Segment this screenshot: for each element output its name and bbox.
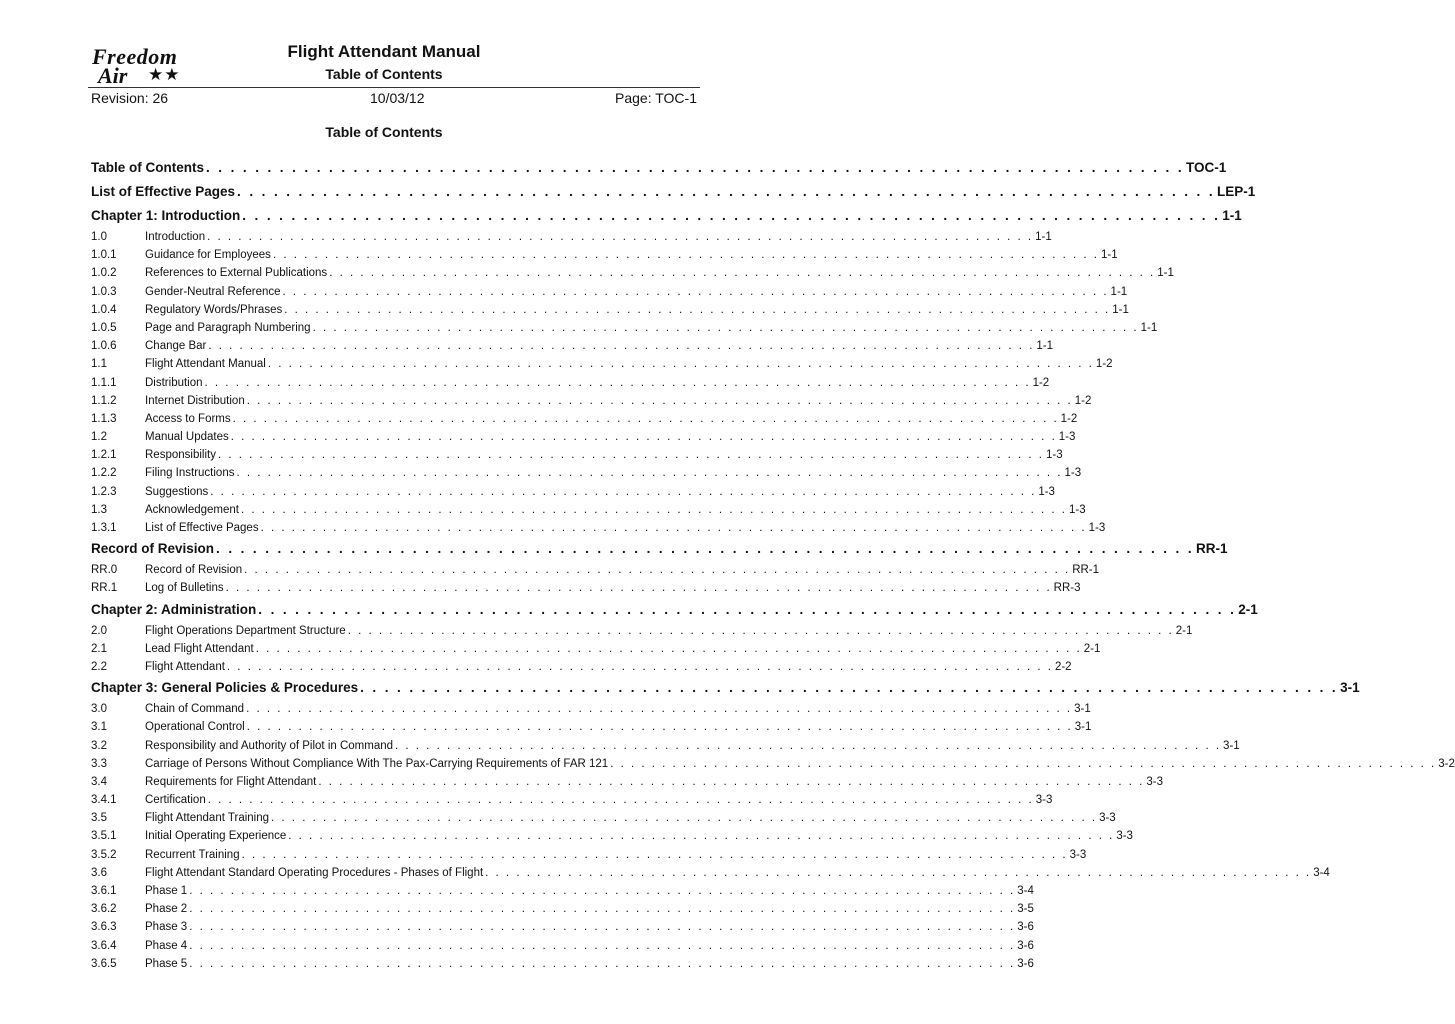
toc-entry-title: Change Bar <box>145 340 207 353</box>
toc-entry-page: 3-1 <box>1074 721 1092 734</box>
toc-entry-page: 3-5 <box>1017 903 1034 916</box>
dot-leader: . . . . . . . . . . . . . . . . . . . . . . . . . . . . . . . . . . . . . . . . . . . . . . . . . . . . . . . . . . . . . . . . . . . . . . . . . . . . . . . . <box>225 582 1052 595</box>
toc-entry-title: Phase 4 <box>145 939 188 952</box>
toc-entry-number: 3.5.2 <box>91 848 117 861</box>
dot-leader: . . . . . . . . . . . . . . . . . . . . . . . . . . . . . . . . . . . . . . . . . . . . . . . . . . . . . . . . . . . . . . . . . . . . . . . . . . . . . . . . <box>237 184 1216 199</box>
toc-entry-title: Recurrent Training <box>145 848 240 861</box>
toc-entry-number: 1.2.2 <box>91 467 117 480</box>
toc-entry[interactable] <box>91 718 1092 736</box>
toc-entry-page: 1-2 <box>1060 412 1078 425</box>
toc-entry-number: RR.0 <box>91 564 118 577</box>
toc-entry-page: 1-3 <box>1069 503 1086 516</box>
toc-entry[interactable] <box>91 882 1034 900</box>
toc-entry-title: Record of Revision <box>145 564 243 577</box>
toc-heading: Table of Contents <box>325 124 443 140</box>
toc-entry-page: 3-1 <box>1074 703 1091 716</box>
toc-entry-number: 3.6 <box>91 866 107 879</box>
toc-entry-number: 1.2.1 <box>91 449 117 462</box>
toc-entry-page: 3-2 <box>1438 757 1455 770</box>
dot-leader: . . . . . . . . . . . . . . . . . . . . . . . . . . . . . . . . . . . . . . . . . . . . . . . . . . . . . . . . . . . . . . . . . . . . . . . . . . . . . . . . <box>347 624 1174 637</box>
toc-entry-number: 3.5 <box>91 812 107 825</box>
toc-entry-number: 3.6.3 <box>91 921 117 934</box>
toc-entry-title: Flight Operations Department Structure <box>145 624 346 637</box>
toc-entry-page: 3-4 <box>1017 885 1034 897</box>
dot-leader: . . . . . . . . . . . . . . . . . . . . . . . . . . . . . . . . . . . . . . . . . . . . . . . . . . . . . . . . . . . . . . . . . . . . . . . . . . . . . . . . <box>216 541 1194 557</box>
toc-entry-title: Guidance for Employees <box>145 249 271 262</box>
toc-entry-page: 1-1 <box>1100 249 1118 262</box>
toc-entry-page: 1-3 <box>1064 467 1082 480</box>
toc-entry-page: 1-3 <box>1045 449 1063 462</box>
toc-entry-page: 2-1 <box>1083 642 1101 655</box>
toc-entry-title: Table of Contents <box>91 160 204 175</box>
toc-entry-title: Access to Forms <box>145 412 231 425</box>
toc-entry-title: Suggestions <box>145 485 209 498</box>
toc-entry[interactable] <box>91 464 1082 482</box>
toc-entry-title: Phase 5 <box>145 957 188 970</box>
toc-entry-number: 3.2 <box>91 739 107 752</box>
toc-entry-page: 2-1 <box>1238 601 1258 617</box>
toc-entry-title: Flight Attendant <box>145 660 225 673</box>
dot-leader: . . . . . . . . . . . . . . . . . . . . . . . . . . . . . . . . . . . . . . . . . . . . . . . . . . . . . . . . . . . . . . . . . . . . . . . . . . . . . . . . <box>329 267 1156 280</box>
dot-leader: . . . . . . . . . . . . . . . . . . . . . . . . . . . . . . . . . . . . . . . . . . . . . . . . . . . . . . . . . . . . . . . . . . . . . . . . . . . . . . . . <box>610 757 1437 770</box>
dot-leader: . . . . . . . . . . . . . . . . . . . . . . . . . . . . . . . . . . . . . . . . . . . . . . . . . . . . . . . . . . . . . . . . . . . . . . . . . . . . . . . . <box>284 303 1111 316</box>
toc-entry-page: 1-3 <box>1088 522 1106 534</box>
toc-entry-title: Record of Revision <box>91 541 215 557</box>
toc-entry-title: Chapter 1: Introduction <box>91 208 241 223</box>
toc-entry[interactable] <box>91 658 1072 676</box>
toc-entry-number: 1.1.2 <box>91 394 117 407</box>
toc-entry[interactable] <box>91 374 1050 392</box>
toc-entry-title: Phase 2 <box>145 903 188 916</box>
toc-entry-number: 3.6.5 <box>91 957 117 970</box>
toc-entry[interactable] <box>91 392 1092 410</box>
header-divider <box>88 87 700 88</box>
toc-entry[interactable] <box>91 561 1100 579</box>
toc-entry[interactable] <box>91 864 1330 882</box>
dot-leader: . . . . . . . . . . . . . . . . . . . . . . . . . . . . . . . . . . . . . . . . . . . . . . . . . . . . . . . . . . . . . . . . . . . . . . . . . . . . . . . . <box>242 208 1221 223</box>
dot-leader: . . . . . . . . . . . . . . . . . . . . . . . . . . . . . . . . . . . . . . . . . . . . . . . . . . . . . . . . . . . . . . . . . . . . . . . . . . . . . . . . <box>246 703 1073 716</box>
toc-entry-number: 3.4 <box>91 775 107 788</box>
toc-entry-page: 1-2 <box>1032 376 1050 389</box>
toc-entry-number: 3.3 <box>91 757 107 770</box>
toc-entry[interactable] <box>91 337 1054 355</box>
toc-entry-title: Gender-Neutral Reference <box>145 285 281 298</box>
toc-entry-number: 1.0 <box>91 231 107 243</box>
dot-leader: . . . . . . . . . . . . . . . . . . . . . . . . . . . . . . . . . . . . . . . . . . . . . . . . . . . . . . . . . . . . . . . . . . . . . . . . . . . . . . . . <box>217 449 1044 462</box>
toc-entry-title: Chapter 2: Administration <box>91 601 257 617</box>
toc-entry-page: RR-1 <box>1072 564 1100 577</box>
toc-entry-title: Acknowledgement <box>145 503 239 516</box>
dot-leader: . . . . . . . . . . . . . . . . . . . . . . . . . . . . . . . . . . . . . . . . . . . . . . . . . . . . . . . . . . . . . . . . . . . . . . . . . . . . . . . . <box>312 321 1139 334</box>
dot-leader: . . . . . . . . . . . . . . . . . . . . . . . . . . . . . . . . . . . . . . . . . . . . . . . . . . . . . . . . . . . . . . . . . . . . . . . . . . . . . . . . <box>232 412 1059 425</box>
toc-entry-title: Responsibility <box>145 449 216 462</box>
toc-entry[interactable] <box>91 428 1076 446</box>
dot-leader: . . . . . . . . . . . . . . . . . . . . . . . . . . . . . . . . . . . . . . . . . . . . . . . . . . . . . . . . . . . . . . . . . . . . . . . . . . . . . . . . <box>258 601 1237 617</box>
dot-leader: . . . . . . . . . . . . . . . . . . . . . . . . . . . . . . . . . . . . . . . . . . . . . . . . . . . . . . . . . . . . . . . . . . . . . . . . . . . . . . . . <box>189 885 1016 897</box>
toc-entry-title: Distribution <box>145 376 203 389</box>
toc-entry-page: 1-3 <box>1058 431 1076 444</box>
toc-entry-number: 1.1.1 <box>91 376 117 389</box>
toc-entry[interactable] <box>91 579 1081 597</box>
toc-entry[interactable] <box>91 700 1091 718</box>
toc-entry[interactable] <box>91 319 1158 337</box>
toc-list <box>91 156 1455 973</box>
toc-entry-title: Lead Flight Attendant <box>145 642 254 655</box>
header-info-row <box>91 90 697 108</box>
toc-entry-number: 2.2 <box>91 660 107 673</box>
dot-leader: . . . . . . . . . . . . . . . . . . . . . . . . . . . . . . . . . . . . . . . . . . . . . . . . . . . . . . . . . . . . . . . . . . . . . . . . . . . . . . . . <box>230 431 1057 444</box>
toc-entry-number: 1.2 <box>91 431 107 444</box>
logo-text-air: Air <box>98 63 128 88</box>
toc-entry-number: 3.1 <box>91 721 107 734</box>
toc-entry-title: Responsibility and Authority of Pilot in Command <box>145 739 394 752</box>
dot-leader: . . . . . . . . . . . . . . . . . . . . . . . . . . . . . . . . . . . . . . . . . . . . . . . . . . . . . . . . . . . . . . . . . . . . . . . . . . . . . . . . <box>206 160 1184 175</box>
dot-leader: . . . . . . . . . . . . . . . . . . . . . . . . . . . . . . . . . . . . . . . . . . . . . . . . . . . . . . . . . . . . . . . . . . . . . . . . . . . . . . . . <box>318 775 1145 788</box>
toc-section-entry[interactable] <box>91 180 1256 204</box>
dot-leader: . . . . . . . . . . . . . . . . . . . . . . . . . . . . . . . . . . . . . . . . . . . . . . . . . . . . . . . . . . . . . . . . . . . . . . . . . . . . . . . . <box>240 503 1068 516</box>
toc-entry[interactable] <box>91 773 1163 791</box>
dot-leader: . . . . . . . . . . . . . . . . . . . . . . . . . . . . . . . . . . . . . . . . . . . . . . . . . . . . . . . . . . . . . . . . . . . . . . . . . . . . . . . . <box>360 680 1339 696</box>
toc-entry-page: 1-1 <box>1112 303 1129 316</box>
dot-leader: . . . . . . . . . . . . . . . . . . . . . . . . . . . . . . . . . . . . . . . . . . . . . . . . . . . . . . . . . . . . . . . . . . . . . . . . . . . . . . . . <box>267 358 1094 371</box>
toc-entry-number: 1.1.3 <box>91 412 117 425</box>
toc-entry-number: RR.1 <box>91 582 118 595</box>
toc-entry-page: RR-3 <box>1053 582 1081 595</box>
toc-entry[interactable] <box>91 827 1133 845</box>
toc-entry-page: RR-1 <box>1196 541 1228 557</box>
dot-leader: . . . . . . . . . . . . . . . . . . . . . . . . . . . . . . . . . . . . . . . . . . . . . . . . . . . . . . . . . . . . . . . . . . . . . . . . . . . . . . . . <box>271 812 1098 825</box>
toc-entry-title: Filing Instructions <box>145 467 235 480</box>
toc-entry-number: 1.3.1 <box>91 522 117 534</box>
toc-entry-number: 2.0 <box>91 624 107 637</box>
toc-entry-page: 3-1 <box>1223 739 1240 752</box>
toc-entry-title: Flight Attendant Training <box>145 812 270 825</box>
toc-entry-title: Flight Attendant Standard Operating Procedures - Phases of Flight <box>145 866 484 879</box>
toc-entry[interactable] <box>91 900 1034 918</box>
toc-entry-title: Chapter 3: General Policies & Procedures <box>91 680 359 696</box>
toc-entry[interactable] <box>91 918 1034 936</box>
dot-leader: . . . . . . . . . . . . . . . . . . . . . . . . . . . . . . . . . . . . . . . . . . . . . . . . . . . . . . . . . . . . . . . . . . . . . . . . . . . . . . . . <box>210 485 1037 498</box>
toc-entry[interactable] <box>91 246 1118 264</box>
page-number: Page: TOC-1 <box>615 90 697 106</box>
revision-date: 10/03/12 <box>370 90 425 106</box>
toc-entry-title: Log of Bulletins <box>145 582 224 595</box>
toc-section-entry[interactable] <box>91 537 1228 561</box>
toc-entry[interactable] <box>91 228 1052 246</box>
toc-entry-title: List of Effective Pages <box>145 522 259 534</box>
toc-entry-page: 1-1 <box>1110 285 1128 298</box>
toc-entry[interactable] <box>91 501 1086 519</box>
toc-entry-title: Chain of Command <box>145 703 245 716</box>
toc-entry-number: 1.0.1 <box>91 249 117 262</box>
toc-entry[interactable] <box>91 755 1455 773</box>
toc-entry[interactable] <box>91 355 1113 373</box>
dot-leader: . . . . . . . . . . . . . . . . . . . . . . . . . . . . . . . . . . . . . . . . . . . . . . . . . . . . . . . . . . . . . . . . . . . . . . . . . . . . . . . . <box>189 903 1016 916</box>
toc-entry-page: 1-2 <box>1074 394 1092 407</box>
toc-entry-number: 3.6.2 <box>91 903 117 916</box>
toc-entry-page: 3-4 <box>1313 866 1330 879</box>
toc-entry-title: Internet Distribution <box>145 394 245 407</box>
toc-entry-page: 1-1 <box>1140 321 1158 334</box>
toc-entry-number: 1.0.3 <box>91 285 117 298</box>
dot-leader: . . . . . . . . . . . . . . . . . . . . . . . . . . . . . . . . . . . . . . . . . . . . . . . . . . . . . . . . . . . . . . . . . . . . . . . . . . . . . . . . <box>189 939 1016 952</box>
dot-leader: . . . . . . . . . . . . . . . . . . . . . . . . . . . . . . . . . . . . . . . . . . . . . . . . . . . . . . . . . . . . . . . . . . . . . . . . . . . . . . . . <box>236 467 1063 480</box>
toc-entry-title: Manual Updates <box>145 431 229 444</box>
toc-entry[interactable] <box>91 264 1174 282</box>
toc-entry-page: 2-2 <box>1054 660 1072 673</box>
toc-entry-page: 3-1 <box>1340 680 1360 696</box>
toc-entry-number: 1.1 <box>91 358 107 371</box>
toc-entry[interactable] <box>91 410 1078 428</box>
toc-entry-number: 2.1 <box>91 642 107 655</box>
toc-entry[interactable] <box>91 937 1034 955</box>
dot-leader: . . . . . . . . . . . . . . . . . . . . . . . . . . . . . . . . . . . . . . . . . . . . . . . . . . . . . . . . . . . . . . . . . . . . . . . . . . . . . . . . <box>282 285 1109 298</box>
toc-entry-page: 3-6 <box>1017 939 1034 952</box>
toc-entry-title: Phase 1 <box>145 885 188 897</box>
dot-leader: . . . . . . . . . . . . . . . . . . . . . . . . . . . . . . . . . . . . . . . . . . . . . . . . . . . . . . . . . . . . . . . . . . . . . . . . . . . . . . . . <box>189 957 1016 970</box>
toc-entry-number: 1.0.5 <box>91 321 117 334</box>
toc-entry-number: 3.6.4 <box>91 939 117 952</box>
dot-leader: . . . . . . . . . . . . . . . . . . . . . . . . . . . . . . . . . . . . . . . . . . . . . . . . . . . . . . . . . . . . . . . . . . . . . . . . . . . . . . . . <box>207 794 1034 807</box>
dot-leader: . . . . . . . . . . . . . . . . . . . . . . . . . . . . . . . . . . . . . . . . . . . . . . . . . . . . . . . . . . . . . . . . . . . . . . . . . . . . . . . . <box>272 249 1099 262</box>
toc-entry-number: 1.0.2 <box>91 267 117 280</box>
toc-entry-page: 3-3 <box>1116 830 1133 843</box>
toc-entry-page: 1-2 <box>1095 358 1113 371</box>
toc-entry[interactable] <box>91 791 1053 809</box>
toc-entry-page: 3-3 <box>1099 812 1116 825</box>
toc-entry-page: 3-3 <box>1035 794 1053 807</box>
toc-entry-number: 1.3 <box>91 503 107 516</box>
toc-entry[interactable] <box>91 483 1055 501</box>
dot-leader: . . . . . . . . . . . . . . . . . . . . . . . . . . . . . . . . . . . . . . . . . . . . . . . . . . . . . . . . . . . . . . . . . . . . . . . . . . . . . . . . <box>241 848 1068 861</box>
toc-entry[interactable] <box>91 809 1116 827</box>
toc-entry[interactable] <box>91 640 1101 658</box>
toc-entry-title: Page and Paragraph Numbering <box>145 321 311 334</box>
toc-section-entry[interactable] <box>91 156 1227 180</box>
toc-section-entry[interactable] <box>91 204 1242 228</box>
toc-entry-page: 3-3 <box>1146 775 1163 788</box>
toc-entry-page: 1-1 <box>1036 340 1054 353</box>
dot-leader: . . . . . . . . . . . . . . . . . . . . . . . . . . . . . . . . . . . . . . . . . . . . . . . . . . . . . . . . . . . . . . . . . . . . . . . . . . . . . . . . <box>226 660 1053 673</box>
toc-entry[interactable] <box>91 846 1087 864</box>
toc-entry-page: LEP-1 <box>1217 184 1256 199</box>
toc-entry-title: Introduction <box>145 231 206 243</box>
toc-entry-number: 3.6.1 <box>91 885 117 897</box>
toc-section-entry[interactable] <box>91 676 1360 700</box>
toc-entry-page: 1-3 <box>1038 485 1055 498</box>
toc-section-entry[interactable] <box>91 598 1258 622</box>
dot-leader: . . . . . . . . . . . . . . . . . . . . . . . . . . . . . . . . . . . . . . . . . . . . . . . . . . . . . . . . . . . . . . . . . . . . . . . . . . . . . . . . <box>244 564 1071 577</box>
toc-entry-page: 3-6 <box>1017 921 1034 934</box>
manual-subtitle: Table of Contents <box>325 66 443 82</box>
dot-leader: . . . . . . . . . . . . . . . . . . . . . . . . . . . . . . . . . . . . . . . . . . . . . . . . . . . . . . . . . . . . . . . . . . . . . . . . . . . . . . . . <box>207 231 1034 243</box>
toc-entry-number: 1.2.3 <box>91 485 117 498</box>
toc-entry-number: 3.0 <box>91 703 107 716</box>
toc-entry-page: TOC-1 <box>1185 160 1227 175</box>
toc-entry[interactable] <box>91 737 1240 755</box>
toc-entry-number: 1.0.6 <box>91 340 117 353</box>
logo-text-freedom: Freedom <box>92 44 178 69</box>
dot-leader: . . . . . . . . . . . . . . . . . . . . . . . . . . . . . . . . . . . . . . . . . . . . . . . . . . . . . . . . . . . . . . . . . . . . . . . . . . . . . . . . <box>288 830 1115 843</box>
toc-entry-page: 3-3 <box>1069 848 1087 861</box>
dot-leader: . . . . . . . . . . . . . . . . . . . . . . . . . . . . . . . . . . . . . . . . . . . . . . . . . . . . . . . . . . . . . . . . . . . . . . . . . . . . . . . . <box>208 340 1035 353</box>
toc-entry[interactable] <box>91 519 1106 537</box>
toc-entry-title: Phase 3 <box>145 921 188 934</box>
revision-number: Revision: 26 <box>91 90 169 106</box>
toc-entry-page: 2-1 <box>1175 624 1193 637</box>
dot-leader: . . . . . . . . . . . . . . . . . . . . . . . . . . . . . . . . . . . . . . . . . . . . . . . . . . . . . . . . . . . . . . . . . . . . . . . . . . . . . . . . <box>204 376 1031 389</box>
toc-entry[interactable] <box>91 283 1128 301</box>
toc-entry[interactable] <box>91 955 1034 973</box>
toc-entry-page: 1-1 <box>1157 267 1174 280</box>
toc-entry-title: Operational Control <box>145 721 245 734</box>
manual-title: Flight Attendant Manual <box>287 42 481 61</box>
toc-entry-title: Regulatory Words/Phrases <box>145 303 283 316</box>
toc-entry-title: List of Effective Pages <box>91 184 236 199</box>
dot-leader: . . . . . . . . . . . . . . . . . . . . . . . . . . . . . . . . . . . . . . . . . . . . . . . . . . . . . . . . . . . . . . . . . . . . . . . . . . . . . . . . <box>189 921 1016 934</box>
dot-leader: . . . . . . . . . . . . . . . . . . . . . . . . . . . . . . . . . . . . . . . . . . . . . . . . . . . . . . . . . . . . . . . . . . . . . . . . . . . . . . . . <box>255 642 1082 655</box>
toc-entry-title: References to External Publications <box>145 267 328 280</box>
toc-entry-page: 1-1 <box>1222 208 1242 223</box>
dot-leader: . . . . . . . . . . . . . . . . . . . . . . . . . . . . . . . . . . . . . . . . . . . . . . . . . . . . . . . . . . . . . . . . . . . . . . . . . . . . . . . . <box>485 866 1312 879</box>
toc-entry-page: 3-6 <box>1017 957 1034 970</box>
dot-leader: . . . . . . . . . . . . . . . . . . . . . . . . . . . . . . . . . . . . . . . . . . . . . . . . . . . . . . . . . . . . . . . . . . . . . . . . . . . . . . . . <box>246 394 1073 407</box>
dot-leader: . . . . . . . . . . . . . . . . . . . . . . . . . . . . . . . . . . . . . . . . . . . . . . . . . . . . . . . . . . . . . . . . . . . . . . . . . . . . . . . . <box>246 721 1073 734</box>
toc-entry[interactable] <box>91 622 1193 640</box>
toc-entry[interactable] <box>91 301 1129 319</box>
toc-entry-number: 3.4.1 <box>91 794 117 807</box>
toc-entry-number: 3.5.1 <box>91 830 117 843</box>
toc-entry-title: Flight Attendant Manual <box>145 358 266 371</box>
toc-entry-title: Certification <box>145 794 206 807</box>
toc-entry-title: Requirements for Flight Attendant <box>145 775 317 788</box>
toc-entry-number: 1.0.4 <box>91 303 117 316</box>
star-icon: ★★ <box>148 65 181 84</box>
toc-entry-title: Initial Operating Experience <box>145 830 287 843</box>
toc-entry-title: Carriage of Persons Without Compliance With The Pax-Carrying Requirements of FAR 121 <box>145 757 609 770</box>
toc-entry-page: 1-1 <box>1035 231 1052 243</box>
toc-entry[interactable] <box>91 446 1063 464</box>
dot-leader: . . . . . . . . . . . . . . . . . . . . . . . . . . . . . . . . . . . . . . . . . . . . . . . . . . . . . . . . . . . . . . . . . . . . . . . . . . . . . . . . <box>260 522 1087 534</box>
dot-leader: . . . . . . . . . . . . . . . . . . . . . . . . . . . . . . . . . . . . . . . . . . . . . . . . . . . . . . . . . . . . . . . . . . . . . . . . . . . . . . . . <box>395 739 1222 752</box>
